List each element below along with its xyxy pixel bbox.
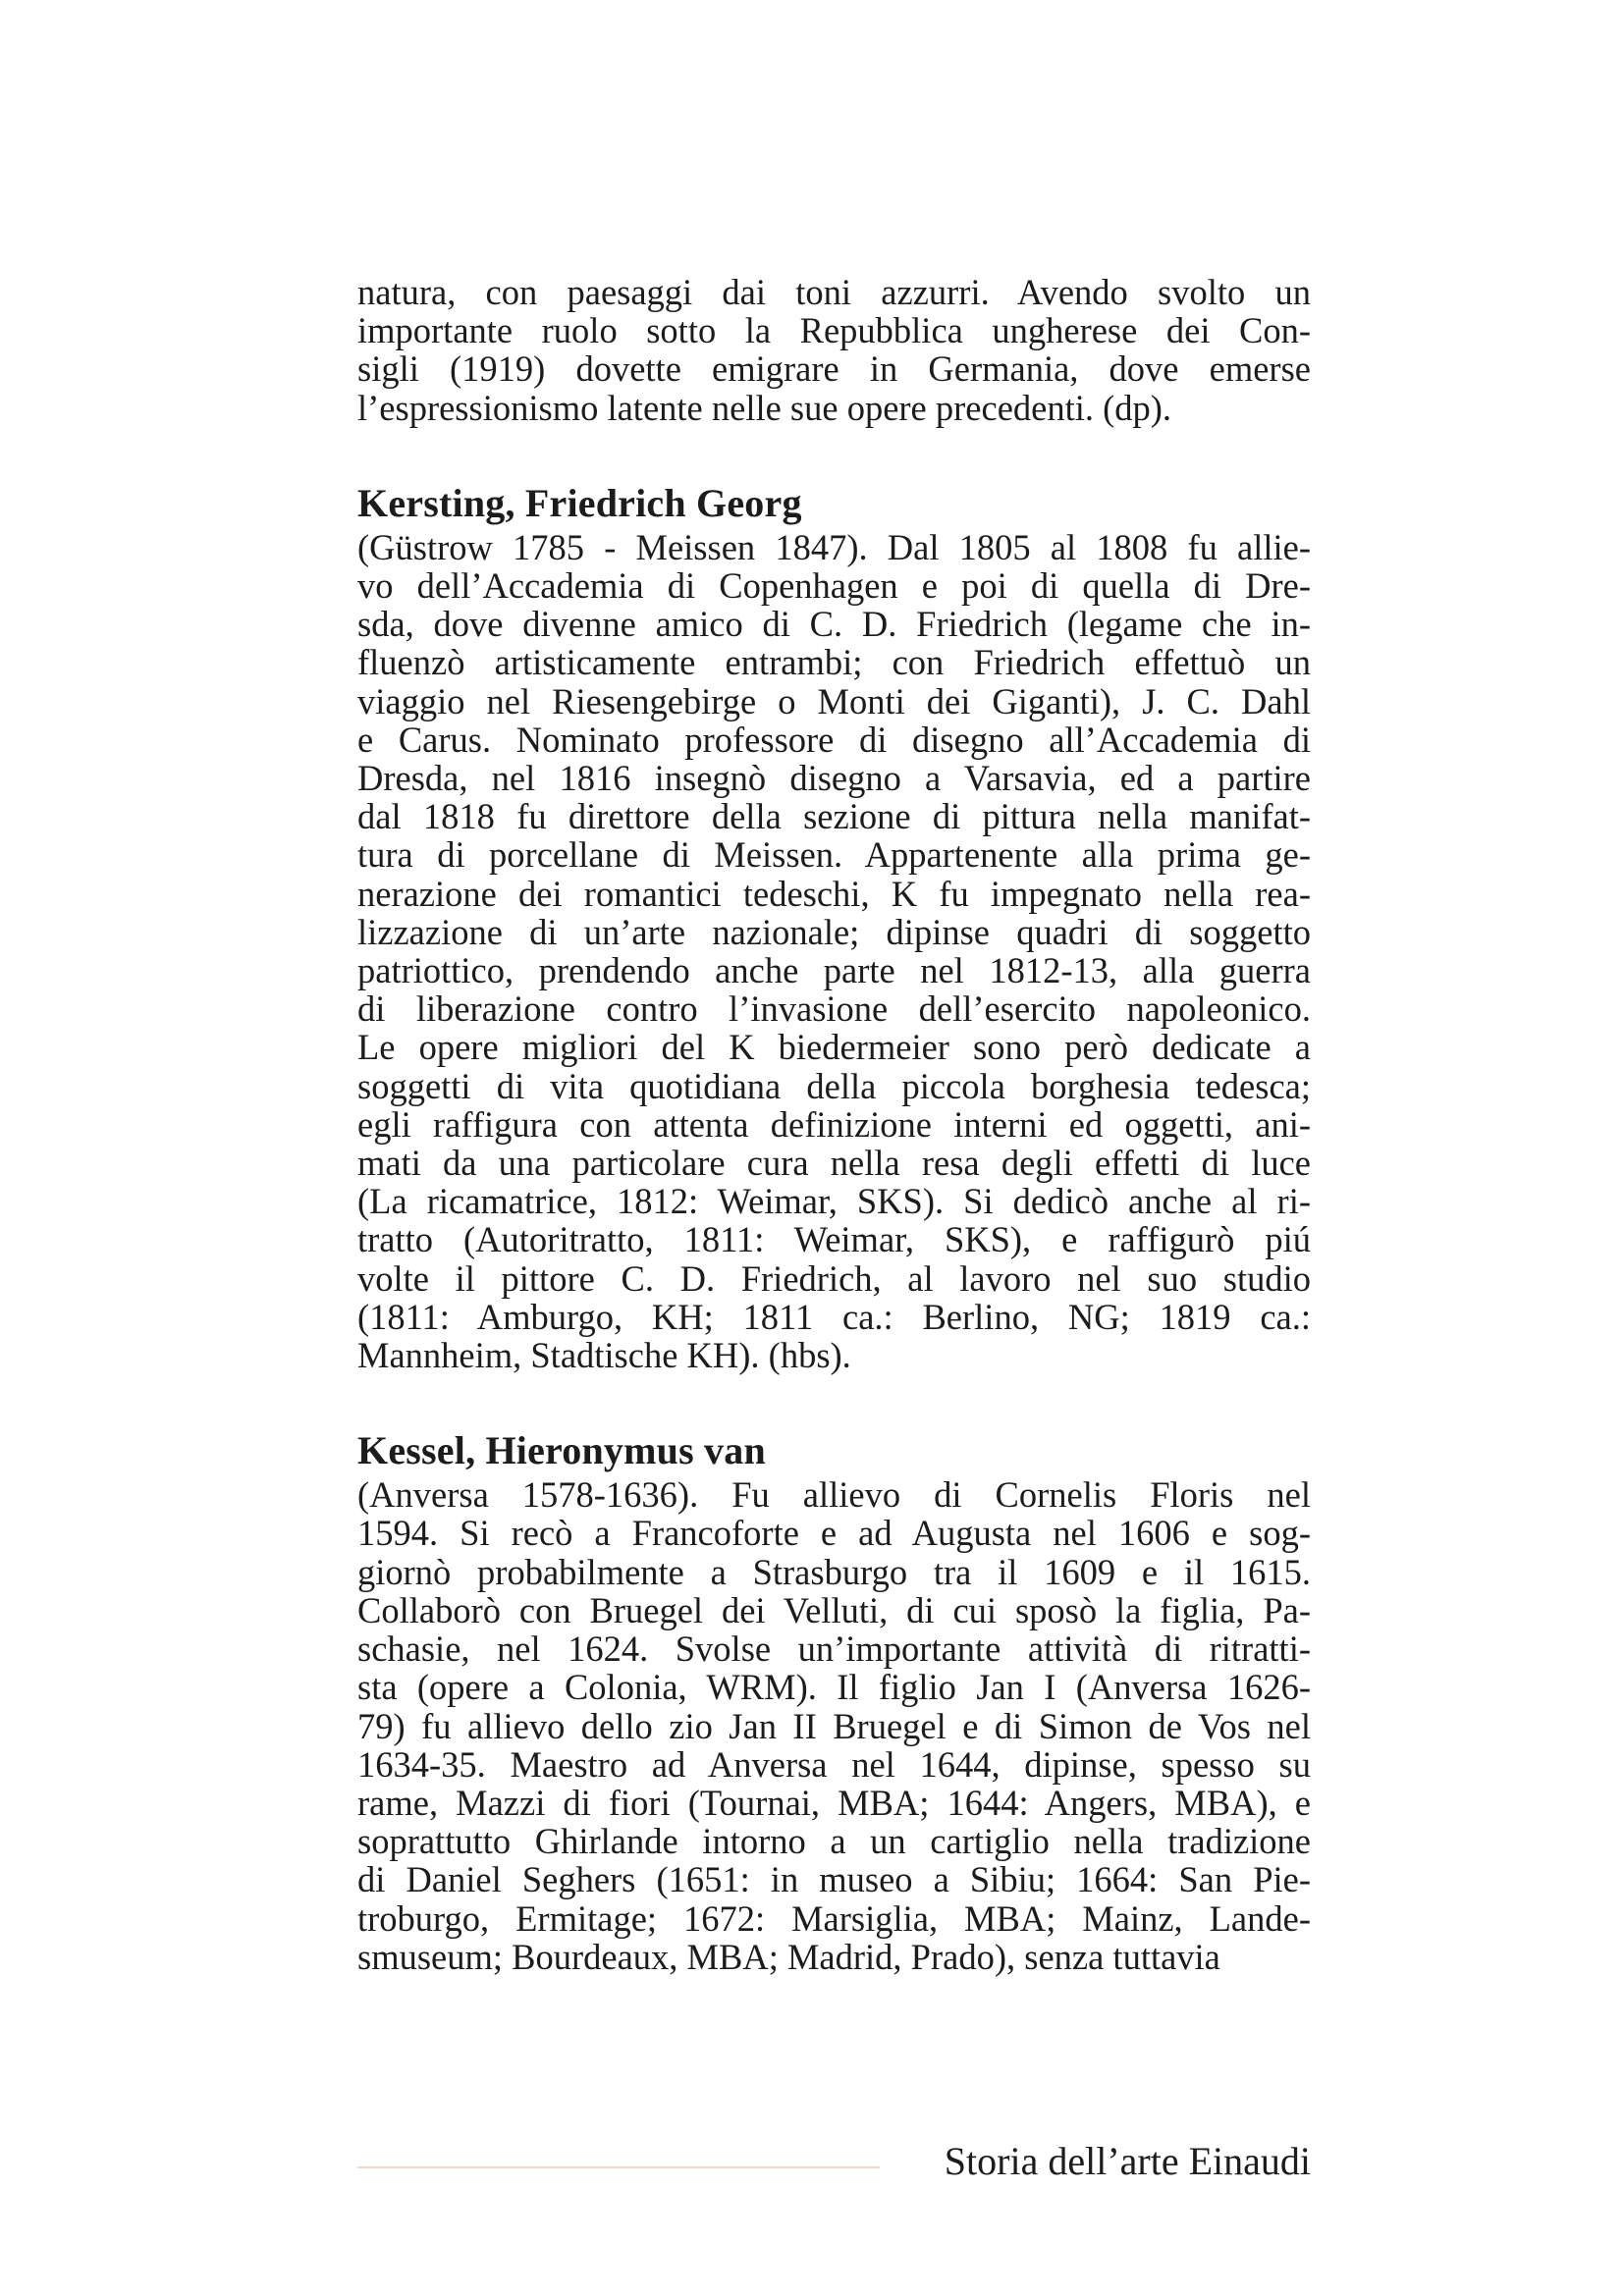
text-line: (La ricamatrice, 1812: Weimar, SKS). Si dedicò anche al ri- — [357, 1181, 1311, 1222]
text-line: rame, Mazzi di fiori (Tournai, MBA; 1644: Angers, MBA), e — [357, 1782, 1311, 1823]
text-line: lizzazione di un’arte nazionale; dipinse quadri di soggetto — [357, 911, 1311, 952]
text-line: tura di porcellane di Meissen. Appartenente alla prima ge- — [357, 834, 1311, 876]
text-line: 1634-35. Maestro ad Anversa nel 1644, dipinse, spesso su — [357, 1743, 1311, 1785]
text-line: tratto (Autoritratto, 1811: Weimar, SKS), e raffigurò piú — [357, 1219, 1311, 1260]
text-line: di Daniel Seghers (1651: in museo a Sibiu; 1664: San Pie- — [357, 1859, 1311, 1900]
footer-title: Storia dell’arte Einaudi — [944, 2139, 1311, 2183]
text-line: fluenzò artisticamente entrambi; con Friedrich effettuò un — [357, 642, 1311, 683]
text-line: dal 1818 fu direttore della sezione di pittura nella manifat- — [357, 796, 1311, 837]
text-line: 79) fu allievo dello zio Jan II Bruegel e di Simon de Vos nel — [357, 1705, 1311, 1746]
entry-title: Kersting, Friedrich Georg — [357, 480, 802, 525]
text-line: (Güstrow 1785 - Meissen 1847). Dal 1805 al 1808 fu allie- — [357, 526, 1311, 567]
text-line: (1811: Amburgo, KH; 1811 ca.: Berlino, NG; 1819 ca.: — [357, 1296, 1311, 1337]
text-line: soprattutto Ghirlande intorno a un cartiglio nella tradizione — [357, 1821, 1311, 1862]
text-line: troburgo, Ermitage; 1672: Marsiglia, MBA; Mainz, Lande- — [357, 1897, 1311, 1939]
text-line: giornò probabilmente a Strasburgo tra il 1609 e il 1615. — [357, 1551, 1311, 1592]
text-line: l’espressionismo latente nelle sue opere precedenti. (dp). — [357, 387, 1172, 428]
footer-divider — [357, 2166, 880, 2168]
text-line: di liberazione contro l’invasione dell’esercito napoleonico. — [357, 988, 1311, 1030]
text-line: Mannheim, Stadtische KH). (hbs). — [357, 1335, 851, 1376]
text-line: soggetti di vita quotidiana della piccola borghesia tedesca; — [357, 1065, 1311, 1106]
text-line: vo dell’Accademia di Copenhagen e poi di quella di Dre- — [357, 565, 1311, 607]
text-line: 1594. Si recò a Francoforte e ad Augusta nel 1606 e sog- — [357, 1513, 1311, 1554]
text-line: viaggio nel Riesengebirge o Monti dei Giganti), J. C. Dahl — [357, 680, 1311, 721]
entry-title: Kessel, Hieronymus van — [357, 1428, 766, 1473]
text-line: Dresda, nel 1816 insegnò disegno a Varsavia, ed a partire — [357, 758, 1311, 799]
text-line: sda, dove divenne amico di C. D. Friedrich (legame che in- — [357, 604, 1311, 645]
text-line: volte il pittore C. D. Friedrich, al lavoro nel suo studio — [357, 1257, 1311, 1299]
text-line: importante ruolo sotto la Repubblica ungherese dei Con- — [357, 310, 1311, 351]
text-line: Collaborò con Bruegel dei Velluti, di cui sposò la figlia, Pa- — [357, 1589, 1311, 1630]
entry-kessel — [357, 1428, 1311, 1976]
entry-body — [357, 1475, 1311, 1976]
text-line: sta (opere a Colonia, WRM). Il figlio Jan I (Anversa 1626- — [357, 1667, 1311, 1708]
entry-body — [357, 528, 1311, 1374]
text-line: nerazione dei romantici tedeschi, K fu impegnato nella rea- — [357, 873, 1311, 914]
text-line: schasie, nel 1624. Svolse un’importante attività di ritratti- — [357, 1629, 1311, 1670]
entry-kersting — [357, 481, 1311, 1374]
text-line: natura, con paesaggi dai toni azzurri. Avendo svolto un — [357, 272, 1311, 312]
text-line: mati da una particolare cura nella resa degli effetti di luce — [357, 1143, 1311, 1184]
text-line: smuseum; Bourdeaux, MBA; Madrid, Prado), senza tuttavia — [357, 1936, 1220, 1977]
intro-paragraph — [357, 273, 1311, 427]
text-line: sigli (1919) dovette emigrare in Germania, dove emerse — [357, 348, 1311, 390]
text-line: patriottico, prendendo anche parte nel 1812-13, alla guerra — [357, 950, 1311, 991]
page-body — [357, 273, 1311, 1976]
text-line: e Carus. Nominato professore di disegno all’Accademia di — [357, 719, 1311, 760]
text-line: egli raffigura con attenta definizione interni ed oggetti, ani- — [357, 1103, 1311, 1145]
text-line: (Anversa 1578-1636). Fu allievo di Cornelis Floris nel — [357, 1474, 1311, 1516]
text-line: Le opere migliori del K biedermeier sono però dedicate a — [357, 1027, 1311, 1068]
